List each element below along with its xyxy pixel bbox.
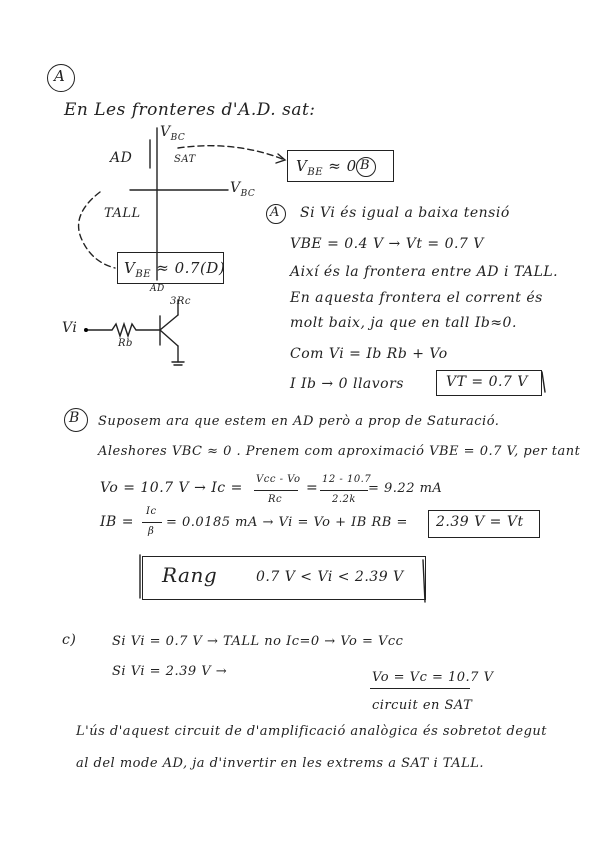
circuit-rc: 3Rc: [170, 296, 191, 307]
box-sat-mark: B: [360, 158, 371, 173]
range-value: 0.7 V < Vi < 2.39 V: [256, 569, 404, 585]
eq2-mid: = 0.0185 mA → Vi = Vo + IB RB =: [166, 515, 408, 530]
circuit-vi: Vi: [62, 320, 78, 336]
answer-a-line-2: VBE = 0.4 V → Vt = 0.7 V: [290, 236, 484, 252]
answer-a-marker: A: [270, 205, 280, 220]
eq1-frac-bar: [254, 490, 298, 491]
box-sat-text: $V_{BE} \approx 0$: [296, 157, 357, 178]
eq1-frac-num: Vcc - Vo: [256, 474, 301, 485]
answer-a-line-6: Com Vi = Ib Rb + Vo: [290, 346, 448, 362]
box-tall-text: $V_{BE} \approx 0.7(D)$: [124, 259, 226, 280]
section-c-line-1: Si Vi = 0.7 V → TALL no Ic=0 → Vo = Vcc: [112, 634, 404, 649]
answer-a-line-1: Si Vi és igual a baixa tensió: [300, 205, 510, 221]
label-sat: SAT: [174, 154, 196, 165]
eq2-frac-num: Ic: [146, 506, 157, 517]
box-tall-note: AD: [150, 284, 165, 294]
circuit-rb: Rb: [118, 338, 133, 349]
eq1-frac-den: Rc: [268, 494, 283, 505]
section-c-closing-1: L'ús d'aquest circuit de d'amplificació analògica és sobretot degut: [76, 724, 547, 739]
answer-a-line-7: I Ib → 0 llavors: [290, 376, 404, 392]
eq1-left: Vo = 10.7 V → Ic =: [100, 480, 243, 496]
label-ad: AD: [110, 150, 133, 166]
section-c-circuit: circuit en SAT: [372, 698, 473, 713]
section-a-heading: En Les fronteres d'A.D. sat:: [64, 100, 316, 120]
eq2-left: IB =: [100, 514, 134, 530]
eq1-eq: =: [306, 480, 319, 496]
section-c-closing-2: al del mode AD, ja d'invertir en les extrems a SAT i TALL.: [76, 756, 485, 771]
answer-a-line-4: En aquesta frontera el corrent és: [290, 290, 543, 306]
label-vbc-right: $V_{BC}$: [230, 180, 256, 199]
answer-a-box-text: VT = 0.7 V: [446, 374, 528, 390]
eq1-val-bar: [320, 490, 368, 491]
eq1-result: = 9.22 mA: [368, 481, 443, 496]
section-b-marker: B: [69, 410, 80, 426]
label-tall: TALL: [104, 206, 141, 221]
section-c-line-2: Si Vi = 2.39 V →: [112, 664, 228, 679]
eq2-frac-bar: [142, 522, 162, 523]
section-c-vo-underline: [370, 688, 470, 689]
range-label: Rang: [162, 563, 218, 587]
section-c-vo: Vo = Vc = 10.7 V: [372, 670, 494, 685]
answer-a-line-3: Així és la frontera entre AD i TALL.: [290, 264, 559, 280]
eq1-val-den: 2.2k: [332, 494, 356, 505]
label-vbc: $V_{BC}$: [160, 124, 186, 143]
section-b-line-2: Aleshores VBC ≈ 0 . Prenem com aproximació VBE = 0.7 V, per tant: [98, 444, 581, 459]
eq1-val-num: 12 - 10.7: [322, 474, 372, 485]
eq2-frac-den: β: [148, 526, 155, 537]
section-b-line-1: Suposem ara que estem en AD però a prop de Saturació.: [98, 414, 500, 429]
section-a-marker: A: [54, 67, 66, 85]
section-c-marker: c): [62, 632, 77, 648]
eq2-box-text: 2.39 V = Vt: [436, 514, 524, 530]
answer-a-line-5: molt baix, ja que en tall Ib≈0.: [290, 315, 517, 331]
